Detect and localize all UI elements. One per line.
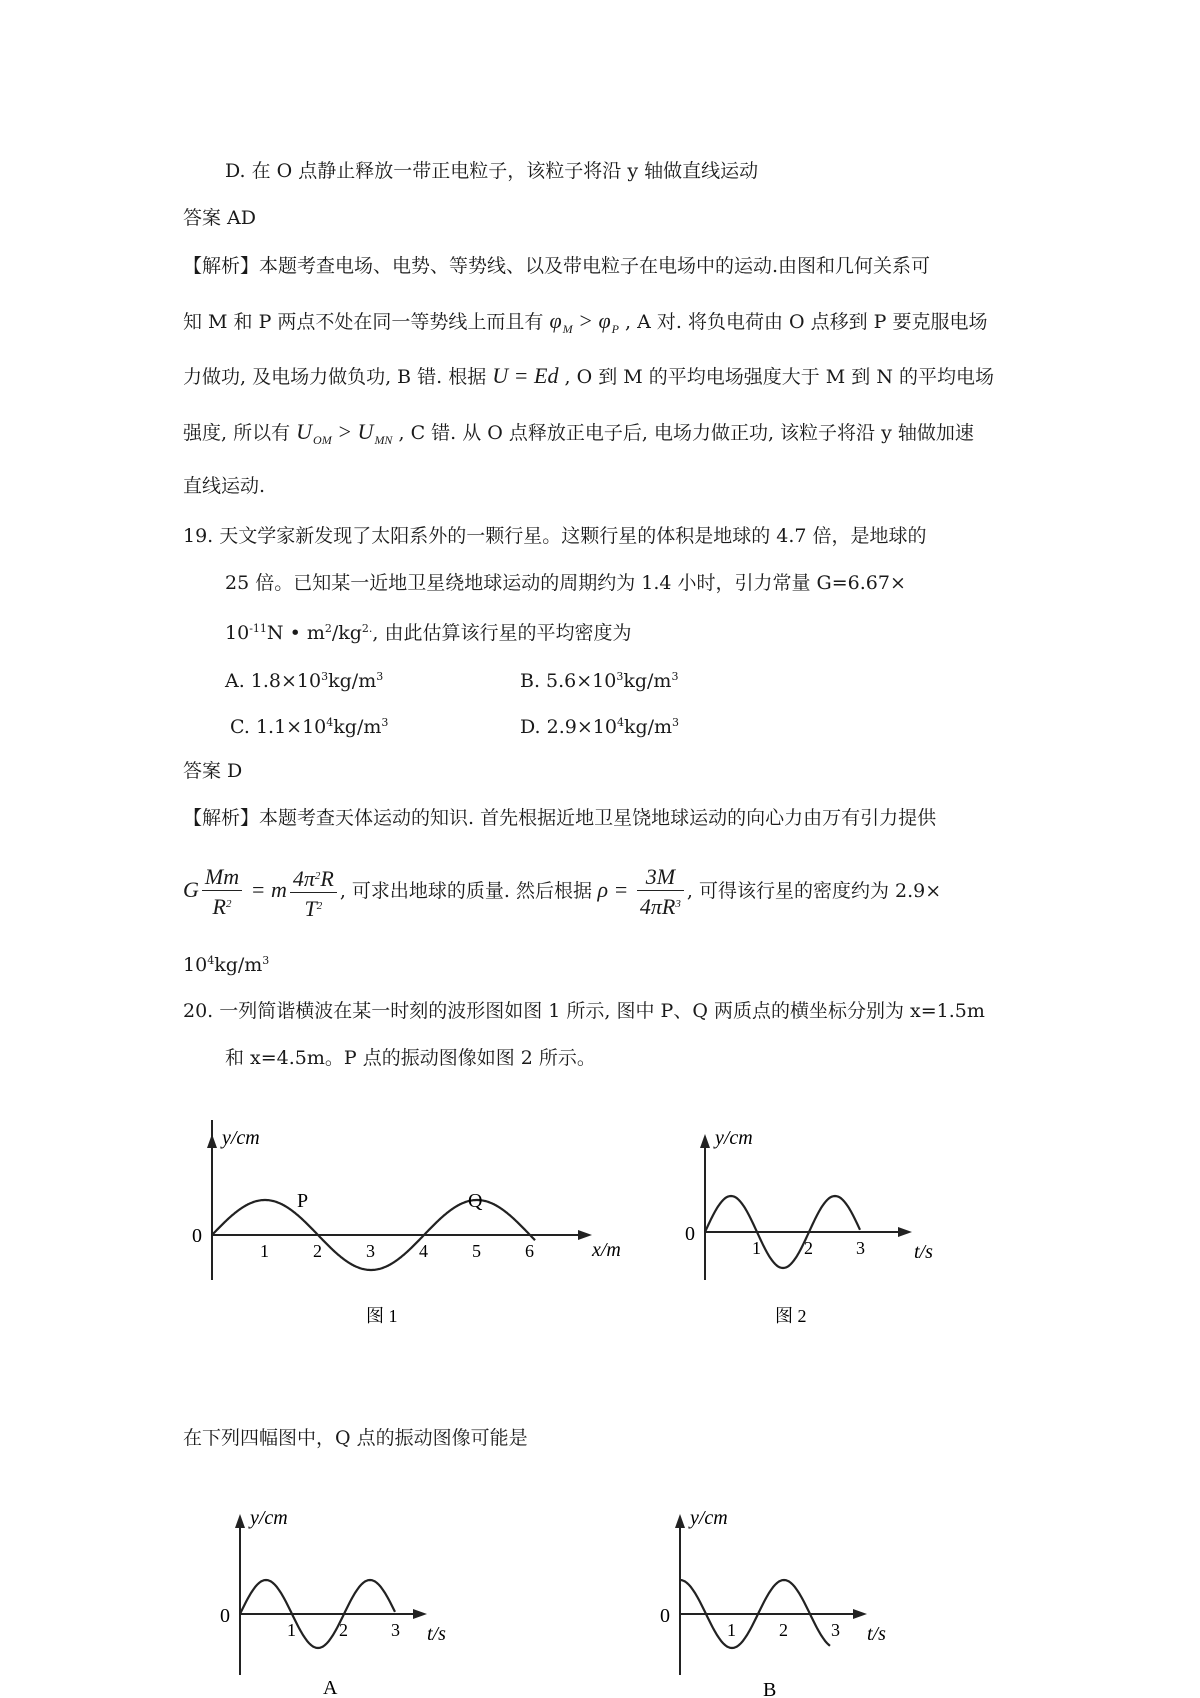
fig1-tick-2: 2 xyxy=(313,1241,322,1261)
q19-explanation-line1: 【解析】本题考查天体运动的知识. 首先根据近地卫星饶地球运动的向心力由万有引力提供 xyxy=(183,807,937,829)
figure-option-b xyxy=(655,1500,915,1698)
fig1-tick-6: 6 xyxy=(525,1241,534,1261)
q20-line2: 和 x=4.5m。P 点的振动图像如图 2 所示。 xyxy=(225,1047,596,1069)
figB-tick-2: 2 xyxy=(779,1620,788,1640)
q18-explanation-line4: 强度, 所以有 $U_{OM} > U_{MN}$ , C 错. 从 O 点释放正电子后, 电场力做正功, 该粒子将沿 y 轴做加速 xyxy=(183,419,974,447)
fig1-tick-labels xyxy=(260,1241,534,1261)
fig1-xlabel: x/m xyxy=(592,1239,621,1261)
fig2-xlabel: t/s xyxy=(914,1241,933,1263)
q19-line3: $10^{-11}N$ • $m^2/kg^{2.}$, 由此估算该行星的平均密度为 xyxy=(225,622,632,644)
figure-1-wave xyxy=(180,1120,630,1340)
figA-tick-2: 2 xyxy=(339,1620,348,1640)
q19-line2: 25 倍。已知某一近地卫星绕地球运动的周期约为 1.4 小时，引力常量 G=6.67× xyxy=(225,572,906,594)
figB-ylabel: y/cm xyxy=(690,1507,728,1529)
fig2-tick-2: 2 xyxy=(804,1238,813,1258)
figB-tick-1: 1 xyxy=(727,1620,736,1640)
fig2-caption: 图 2 xyxy=(775,1306,807,1326)
figA-tick-3: 3 xyxy=(391,1620,400,1640)
q19-line1: 19. 天文学家新发现了太阳系外的一颗行星。这颗行星的体积是地球的 4.7 倍，是地球的 xyxy=(183,525,927,547)
figA-origin: 0 xyxy=(220,1605,230,1627)
frac-4pi2r-over-t2: $\frac{4\pi^2R}{T^2}$ xyxy=(290,863,337,922)
fig2-ylabel: y/cm xyxy=(715,1127,753,1149)
q19-explanation-line2: G $\frac{Mm}{R^2}$ = m $\frac{4\pi^2R}{T^2}$ , 可求出地球的质量. 然后根据 ρ = $\frac{3M}{4\pi R^3}$ , 可得该行星的密度约为 2.9× xyxy=(183,864,942,921)
q19-option-a: A. $1.8\times 10^3kg/m^3$ xyxy=(225,670,384,692)
fig1-tick-5: 5 xyxy=(472,1241,481,1261)
fig1-tick-3: 3 xyxy=(366,1241,375,1261)
formula-uom-gt-umn: $U_{OM} > U_{MN}$ xyxy=(296,419,393,447)
q19-explanation-line3: $10^4kg/m^3$ xyxy=(183,954,270,976)
q19-answer: 答案 D xyxy=(183,760,243,782)
figB-xlabel: t/s xyxy=(867,1623,886,1645)
q18-option-d: D. 在 O 点静止释放一带正电粒子，该粒子将沿 y 轴做直线运动 xyxy=(225,160,759,182)
figure-2-vibration xyxy=(680,1120,960,1340)
q20-line1: 20. 一列简谐横波在某一时刻的波形图如图 1 所示, 图中 P、Q 两质点的横坐标分别为 x=1.5m xyxy=(183,1000,985,1022)
fig1-label-q: Q xyxy=(468,1190,483,1212)
q18-explanation-line3: 力做功, 及电场力做负功, B 错. 根据 U = Ed , O 到 M 的平均电场强度大于 M 到 N 的平均电场 xyxy=(183,363,994,388)
fig2-tick-3: 3 xyxy=(856,1238,865,1258)
q18-explanation-line1: 【解析】本题考查电场、电势、等势线、以及带电粒子在电场中的运动.由图和几何关系可 xyxy=(183,255,931,277)
q19-option-b: B. $5.6\times 10^3kg/m^3$ xyxy=(520,670,679,692)
figB-tick-3: 3 xyxy=(831,1620,840,1640)
frac-3m-over-4pir3: $\frac{3M}{4\pi R^3}$ xyxy=(637,864,684,920)
figA-caption: A xyxy=(323,1677,338,1698)
phi-m-gt-phi-p: $\varphi_M > \varphi_P$ xyxy=(549,308,619,336)
fig2-origin: 0 xyxy=(685,1223,695,1245)
fig1-label-p: P xyxy=(297,1190,309,1212)
q19-option-c: C. $1.1\times 10^4kg/m^3$ xyxy=(230,716,389,738)
figA-xlabel: t/s xyxy=(427,1623,446,1645)
q18-explanation-line5: 直线运动. xyxy=(183,475,266,497)
figB-caption: B xyxy=(763,1679,777,1698)
q18-answer: 答案 AD xyxy=(183,207,256,229)
fig2-tick-1: 1 xyxy=(752,1238,761,1258)
fig1-tick-4: 4 xyxy=(419,1241,428,1261)
q18-explanation-line2: 知 M 和 P 两点不处在同一等势线上而且有 $\varphi_M > \varphi_P$ , A 对. 将负电荷由 O 点移到 P 要克服电场 xyxy=(183,308,988,336)
fig1-caption: 图 1 xyxy=(366,1306,398,1326)
figB-origin: 0 xyxy=(660,1605,670,1627)
fig1-origin: 0 xyxy=(192,1225,202,1247)
figure-option-a xyxy=(215,1500,475,1698)
figA-tick-1: 1 xyxy=(287,1620,296,1640)
figA-ylabel: y/cm xyxy=(250,1507,288,1529)
fig1-ylabel: y/cm xyxy=(222,1127,260,1149)
formula-u-ed: U = Ed xyxy=(492,363,559,388)
q20-prompt: 在下列四幅图中，Q 点的振动图像可能是 xyxy=(183,1427,528,1449)
frac-mm-over-r2: $\frac{Mm}{R^2}$ xyxy=(202,864,242,920)
q19-option-d: D. $2.9\times 10^4kg/m^3$ xyxy=(520,716,680,738)
fig1-tick-1: 1 xyxy=(260,1241,269,1261)
